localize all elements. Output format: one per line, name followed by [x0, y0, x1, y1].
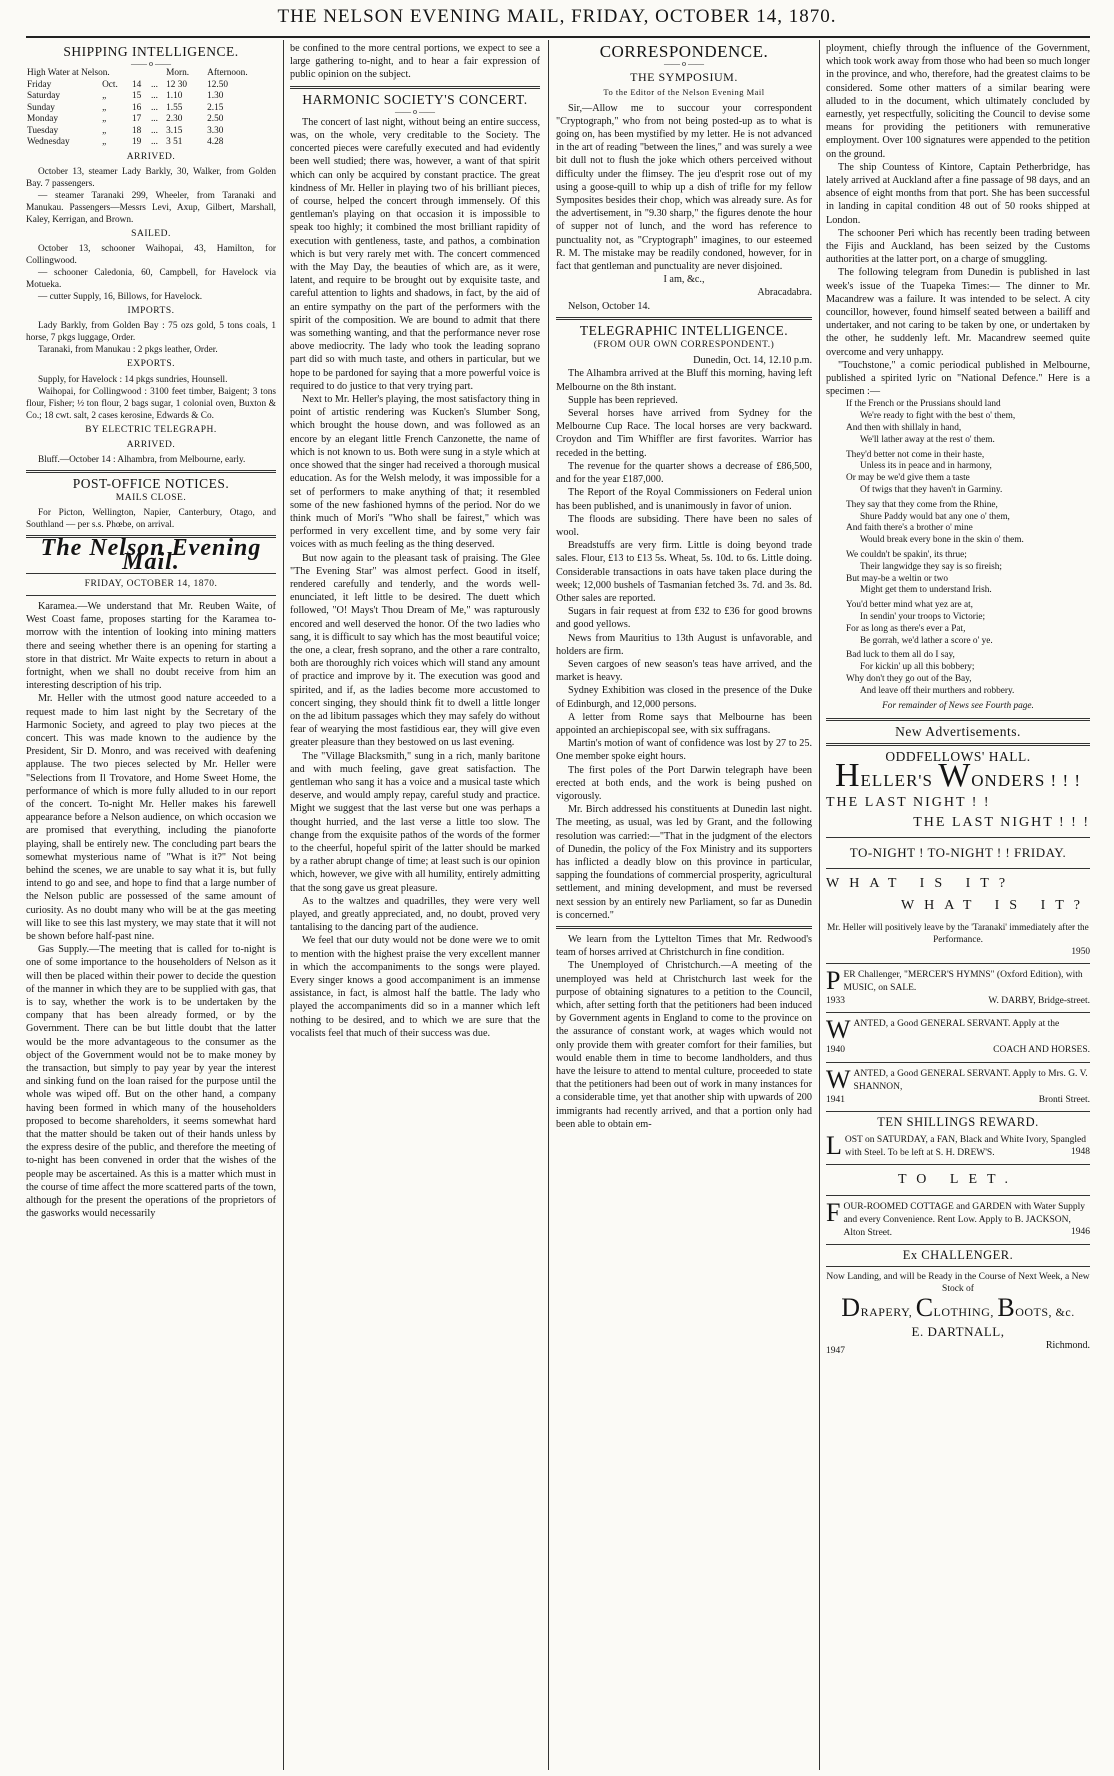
tide-dots: ... — [150, 79, 158, 90]
poem-stanza — [846, 550, 1090, 597]
lost-fan-ad — [826, 1133, 1090, 1160]
article-paragraph: But now again to the pleasant task of praising. The Glee "The Evening Star" was almost perfect. Good in itself, rendered carefully and tenderly, and the words well-enunciated, it left little to be desired. The duett which followed, "O! Mays't Thou Dream of Me," was rapturously encored and well deserved the honor. Of the two ladies who sang, it is difficult to say which has the most beautiful voice; the one, a clear, fresh soprano, and the other a rare contralto, both are thoroughly rich voices which will stand any amount of practice and improve by it. The execution was good and spirited, and if, as the ladies become more accustomed to concert singing, they should think fit to dwell a little longer on the ad libitum passages which they may safely do without fear of wearying the most fastidious ear, they will give even greater pleasure than they bestowed on us last evening. — [290, 552, 540, 749]
tide-month: „ — [102, 125, 107, 136]
telegram: A letter from Rome says that Melbourne has been appointed an archiepiscopal see, with six suffragans. — [556, 711, 812, 736]
dropcap: W — [826, 1064, 851, 1094]
arrived-heading: ARRIVED. — [126, 151, 176, 162]
poem-line: Bad luck to them all do I say, — [846, 650, 955, 661]
dropcap: W — [938, 756, 972, 794]
poem-line: We're ready to fight with the best o' them, — [860, 411, 1016, 422]
poem-line: We'll lather away at the rest o' them. — [860, 434, 995, 445]
tide-date: 14 — [131, 79, 142, 90]
cottage-ad — [826, 1200, 1090, 1240]
new-ads-heading: New Advertisements. — [895, 724, 1021, 740]
mails-close-heading: MAILS CLOSE. — [115, 493, 187, 504]
tide-afternoon: 2.15 — [207, 102, 224, 113]
editor-line: To the Editor of the Nelson Evening Mail — [603, 87, 765, 98]
wanted-servant-ad-1 — [826, 1017, 1090, 1057]
section-rule — [826, 1195, 1090, 1196]
column-2 — [290, 42, 540, 1770]
section-rule — [826, 963, 1090, 964]
article-paragraph: The Unemployed of Christchurch.—A meeting of the unemployed was held at Christchurch last week for the purpose of obtaining signatures to a petition to the Council, which, after setting forth that the petitioners had been induced by Government agents in England to come to the province on the assurance of constant work, at wages which would not only provide them with greater comfort for their families, but would enable them in time to become landholders, and thus have the leisure to attend to mental culture, proceeded to state that the petitioners had been out of work in many instances for a considerable time, yet that another ship with upwards of 200 immigrants had recently arrived, and that a portion only had been able to obtain em- — [556, 960, 812, 1130]
poem-line: But may-be a weltin or two — [846, 573, 948, 584]
poem-line: Of twigs that they haven't in Garminy. — [860, 485, 1003, 496]
post-office-heading: POST-OFFICE NOTICES. — [72, 475, 230, 491]
ornament: —— o —— — [664, 59, 704, 69]
poem-line: Why don't they go out of the Bay, — [846, 674, 972, 685]
section-rule — [826, 743, 1090, 746]
ad-advertiser: W. DARBY, Bridge-street. — [988, 996, 1090, 1007]
tide-month: „ — [102, 137, 107, 148]
article-paragraph: We learn from the Lyttelton Times that Mr. Redwood's team of horses arrived at Christchurch in fine condition. — [556, 934, 812, 959]
column-rule — [819, 40, 820, 1770]
article-paragraph: Karamea.—We understand that Mr. Reuben Waite, of West Coast fame, proposes starting for the Karamea to-morrow with the intention of looking into mining matters there and seeing whether there is an opening for starting a store in that district. Mr Waite expects to return in about a fortnight, when we shall no doubt receive from him an interesting description of his trip. — [26, 600, 276, 692]
tide-month: „ — [102, 91, 107, 102]
poem-line: They'd better not come in their haste, — [846, 449, 985, 460]
poem-line: For as long as there's ever a Pat, — [846, 623, 966, 634]
dropcap: L — [826, 1131, 842, 1161]
imports-heading: IMPORTS. — [127, 306, 175, 317]
poem-line: For kickin' up all this bobbery; — [860, 662, 975, 673]
poem-line: They say that they come from the Rhine, — [846, 499, 998, 510]
shipping-entry: — steamer Taranaki 299, Wheeler, from Taranaki and Manukau. Passengers—Messrs Levi, Axup, Gilbert, Marshall, Kaley, Kerrigan, and Brown. — [26, 190, 276, 225]
section-rule — [826, 1012, 1090, 1013]
dropcap: D — [841, 1292, 861, 1322]
poem-stanza — [846, 450, 1090, 497]
shipping-entry: Taranaki, from Manukau : 2 pkgs leather, Order. — [38, 345, 218, 356]
dropcap: P — [826, 966, 841, 996]
tide-morn: 3 51 — [166, 137, 183, 148]
ornament: —— o —— — [131, 59, 171, 69]
tide-row — [26, 137, 276, 149]
article-paragraph: Next to Mr. Heller's playing, the most satisfactory thing in point of artistic rendering was Kucken's Slumber Song, which brought the house down, and was followed as an encore by an elegant little French Canzonette, the name of which is not known to us. Both were sung in a style which at once showed that the singer had received a thorough musical education. As for the Welsh melody, it was impossible for a set of performers to make anything of that; it resembled some of the new fashioned hymns of the period. Nor do we think much of Mori's "Who shall be fairest," which was performed in very excellent time, and by some very fair voices with as much feeling as the thing deserved. — [290, 394, 540, 551]
tide-date: 16 — [131, 102, 142, 113]
ad-location: Richmond. — [1045, 1340, 1090, 1352]
ad-number: 1933 — [826, 996, 845, 1007]
wanted-servant-ad-2 — [826, 1064, 1090, 1107]
shipping-entry: Bluff.—October 14 : Alhambra, from Melbourne, early. — [38, 454, 246, 465]
tide-row — [26, 103, 276, 115]
article-paragraph: Mr. Heller with the utmost good nature acceeded to a request made to him last night by the Secretary of the Harmonic Society, and agreed to play two pieces at the concert. This was made known to the audience by the President, Sir D. Monro, and was received with deafening applause. The two pieces selected by Mr. Heller were "Selections from Il Trovatore, and Home Sweet Home, the performance of which is more fully alluded to in our report of the concert. To-night Mr. Heller makes his farewell appearance before a Nelson audience, on which occasion we are promised that everything, including the pianoforte playing, shall be entirely new. The concluding part bears the somewhat mysterious name of "What is it?" Not being behind the scenes, we are unable to say what it is, but fully intend to go and see, and hope to find that a large number of the Nelson public are possessed of the same amount of curiosity. As no doubt many who will be at the gas meeting will like to see this last mystery, we may state that it will not be shown before half-past nine. — [26, 693, 276, 943]
telegraphic-subheading: (FROM OUR OWN CORRESPONDENT.) — [593, 340, 775, 351]
poem-line: In sendin' your troops to Victorie; — [860, 612, 986, 623]
shipping-entry: October 13, steamer Lady Barkly, 30, Walker, from Golden Bay. 7 passengers. — [26, 166, 276, 189]
tide-dots: ... — [150, 137, 158, 148]
tide-day: Monday — [27, 114, 58, 125]
dropcap: F — [826, 1198, 841, 1228]
tide-row — [26, 80, 276, 92]
section-rule — [826, 1164, 1090, 1165]
column-rule — [283, 40, 284, 1770]
ex-challenger-heading: Ex CHALLENGER. — [902, 1247, 1014, 1262]
last-night-1: THE LAST NIGHT ! ! — [826, 795, 991, 811]
telegraphic-heading: TELEGRAPHIC INTELLIGENCE. — [579, 322, 789, 338]
tide-date: 19 — [131, 137, 142, 148]
tide-morn: 3.15 — [166, 125, 183, 136]
what-is-it-1: WHAT IS IT? — [826, 876, 1016, 892]
shipping-entry: Supply, for Havelock : 14 pkgs sundries, Hounsell. — [38, 374, 228, 385]
oddfellows-heading: ODDFELLOWS' HALL. — [885, 748, 1031, 764]
ad-advertiser: Bronti Street. — [1038, 1094, 1090, 1105]
letter-signature: Abracadabra. — [757, 287, 812, 299]
ad-number: 1948 — [1071, 1147, 1090, 1158]
article-paragraph: We feel that our duty would not be done were we to omit to mention with the highest praise the very excellent manner in which the accompaniments to the songs were played. Every singer knows a good accompaniment is an immense assistance, in fact, is almost half the battle. The lady who played the accompaniments did so in a manner which left nothing to be desired, and to which we are sure that the vocalists feel that much of their success was due. — [290, 935, 540, 1039]
harmonic-heading: HARMONIC SOCIETY'S CONCERT. — [302, 91, 528, 107]
tide-row — [26, 126, 276, 138]
article-paragraph: The following telegram from Dunedin is published in last week's issue of the Tuapeka Times:— The dinner to Mr. Macandrew was a failure. It was intended to be select. A city councillor, however, found himself seated between a bailiff and undertaker, and not caring to be taken by one, or undertaken by the other, he suddenly left. Mr. Macandrew seemed quite overcome and very unhappy. — [826, 267, 1090, 358]
exports-heading: EXPORTS. — [126, 359, 176, 370]
poem-stanza — [846, 600, 1090, 647]
ad-text: ER Challenger, "MERCER'S HYMNS" (Oxford Edition), with MUSIC, on SALE. — [843, 970, 1083, 994]
telegram: The revenue for the quarter shows a decrease of £86,500, and for the year £187,000. — [556, 460, 812, 486]
ornament: —— o —— — [395, 106, 435, 116]
heller-note: Mr. Heller will positively leave by the 'Taranaki' immediately after the Performance. — [827, 923, 1089, 945]
paper-title: The Nelson Evening Mail. — [40, 535, 262, 575]
tide-header-afternoon: Afternoon. — [207, 68, 248, 79]
ad-text: OUR-ROOMED COTTAGE and GARDEN with Water Supply and every Convenience. Rent Low. Apply to B. JACKSON, Alton Street. — [843, 1202, 1086, 1239]
section-rule — [826, 1111, 1090, 1112]
dropcap: B — [997, 1292, 1016, 1322]
tide-date: 18 — [131, 125, 142, 136]
tide-month: Oct. — [102, 79, 118, 90]
ad-text: ANTED, a Good GENERAL SERVANT. Apply at the — [853, 1019, 1060, 1030]
tide-header-row — [26, 68, 276, 80]
column-4 — [826, 42, 1090, 1770]
poem-line: If the French or the Prussians should land — [846, 399, 1001, 410]
tide-dots: ... — [150, 102, 158, 113]
masthead-rule — [26, 36, 1090, 38]
shipping-entry: — cutter Supply, 16, Billows, for Havelock. — [38, 292, 203, 303]
article-paragraph: "Touchstone," a comic periodical published in Melbourne, published a spirited lyric on "National Defence." Here is a specimen :— — [826, 359, 1090, 398]
tide-date: 15 — [131, 91, 142, 102]
dartnall-footer — [826, 1339, 1090, 1357]
dartnall-name: E. DARTNALL, — [911, 1324, 1005, 1340]
poem-line: You'd better mind what yez are at, — [846, 600, 973, 611]
masthead: THE NELSON EVENING MAIL, FRIDAY, OCTOBER 14, 1870. — [277, 6, 837, 27]
date-line: FRIDAY, OCTOBER 14, 1870. — [84, 578, 218, 589]
poem-line: And faith there's a brother o' mine — [846, 523, 973, 534]
letter-signoff: I am, &c., — [663, 274, 705, 286]
tonight-line: TO-NIGHT ! TO-NIGHT ! ! FRIDAY. — [849, 845, 1067, 861]
tide-morn: 1.55 — [166, 102, 183, 113]
column-rule — [548, 40, 549, 1770]
ad-number: 1947 — [826, 1346, 845, 1357]
tide-dots: ... — [150, 114, 158, 125]
telegram: News from Mauritius to 13th August is unfavorable, and holders are firm. — [556, 632, 812, 657]
tide-dots: ... — [150, 125, 158, 136]
tide-day: Wednesday — [27, 137, 70, 148]
section-rule — [826, 1244, 1090, 1245]
tide-day: Friday — [27, 79, 52, 90]
correspondence-heading: CORRESPONDENCE. — [599, 42, 769, 61]
post-office-text: For Picton, Wellington, Napier, Canterbury, Otago, and Southland — per s.s. Phœbe, on arrival. — [26, 508, 276, 531]
reward-heading: TEN SHILLINGS REWARD. — [877, 1114, 1039, 1129]
ad-text: OST on SATURDAY, a FAN, Black and White Ivory, Spangled with Steel. To be left at S. H. DREW'S. — [844, 1135, 1086, 1159]
tide-dots: ... — [150, 91, 158, 102]
telegram: Sugars in fair request at from £32 to £36 for good browns and good yellows. — [556, 606, 812, 631]
tide-row — [26, 114, 276, 126]
tide-afternoon: 4.28 — [207, 137, 224, 148]
telegraphic-dateline: Dunedin, Oct. 14, 12.10 p.m. — [693, 355, 812, 367]
tide-month: „ — [102, 102, 107, 113]
last-night-2: THE LAST NIGHT ! ! ! — [913, 815, 1090, 831]
ad-word: OOTS, &c. — [1015, 1304, 1075, 1319]
section-rule — [826, 868, 1090, 869]
tide-afternoon: 3.30 — [207, 125, 224, 136]
telegram: Sydney Exhibition was closed in the presence of the Duke of Edinburgh, and 12,000 persons. — [556, 685, 812, 710]
title-part: ELLER'S — [860, 770, 933, 790]
shipping-heading: SHIPPING INTELLIGENCE. — [63, 44, 239, 59]
article-paragraph: ployment, chiefly through the influence of the Government, which took work away from those who had been so much longer in the province, and who, therefore, had the greatest claims to be considered. Some other matters of a similar bearing were alluded to in the document, which ultimately concluded by earnestly, yet respectfully, soliciting the Council to devise some means for providing the petitioners with remunerative employment. Over 100 signatures were appended to the petition on the ground. — [826, 43, 1090, 160]
article-paragraph: The schooner Peri which has recently been trading between the Fijis and Auckland, has been seized by the Customs authorities at the latter port, on a charge of smuggling. — [826, 227, 1090, 266]
tide-header-morn: Morn. — [166, 68, 190, 79]
to-let-heading: TO LET. — [897, 1172, 1019, 1188]
tide-day: Tuesday — [27, 125, 59, 136]
telegram: Martin's motion of want of confidence was lost by 27 to 25. One member spoke eight hours. — [556, 738, 812, 763]
dropcap: C — [915, 1292, 934, 1322]
section-rule — [26, 595, 276, 596]
letter-body: Sir,—Allow me to succour your correspondent "Cryptograph," who from not being posted-up as to what is going on, has been mystified by my letter. He is not advanced in the art of reading "between the lines," and was surely a wee bit dull not to flush the joke which others perceived without difficulty under the flimsey. The jeu d'esprit rose out of my using a goose-quill to whip up a dish of trifle for my fellow Symposites besides their chop, which was already sure. As for the advertisement, in "9.30 sharp," the figures denote the hour of supper not of lunch, and the word has reference to punctuality not, as "Cryptograph" imagines, to our esteemed R. M. The mistake may be readily condoned, however, for in fact that gentleman and punctuality are never disjoined. — [556, 102, 812, 273]
section-rule — [556, 317, 812, 320]
ad-word: RAPERY, — [860, 1304, 913, 1319]
tide-day: Sunday — [27, 102, 55, 113]
poem-note: For remainder of News see Fourth page. — [882, 700, 1034, 711]
poem-line: And then with shillaly in hand, — [846, 423, 962, 434]
telegram: Mr. Birch addressed his constituents at Dunedin last night. The meeting, as usual, was led by Grant, and the following resolution was carried:—"That in the judgment of the electors of Dunedin, the policy of the Fox Ministry and its supporters has inflicted a deadly blow on this province in particular, sapping the foundations of commercial prosperity, agricultural settlement, and mining development, and must be reversed next session by an entirely new Parliament, so far as Dunedin is concerned." — [556, 804, 812, 921]
tide-morn: 12 30 — [166, 79, 188, 90]
telegraph-heading: BY ELECTRIC TELEGRAPH. — [85, 424, 217, 435]
column-3 — [556, 42, 812, 1770]
ad-word: LOTHING, — [933, 1304, 994, 1319]
tide-morn: 2.30 — [166, 114, 183, 125]
section-rule — [26, 470, 276, 473]
ad-number: 1941 — [826, 1094, 845, 1105]
article-paragraph: be confined to the more central portions, we expect to see a large gathering to-night, and to hear a fair expression of public opinion on the subject. — [290, 43, 540, 81]
shipping-entry: Lady Barkly, from Golden Bay : 75 ozs gold, 5 tons coals, 1 horse, 7 pkgs luggage, Order. — [26, 321, 276, 344]
tide-day: Saturday — [27, 91, 61, 102]
challenger-hymns-ad — [826, 968, 1090, 1008]
telegraph-arrived-heading: ARRIVED. — [126, 439, 176, 450]
shipping-entry: — schooner Caledonia, 60, Campbell, for Havelock via Motueka. — [26, 268, 276, 291]
telegram: Breadstuffs are very firm. Little is doing beyond trade sales. Flour, £13 to £13 5s. Wheat, 5s. 10d. to 6s. Little doing. Considerable transactions in oats have taken place during the week; 12,000 bushels of Tasmanian fetched 3s. 7d. and 3s. 8d. Other sales are reported. — [556, 540, 812, 604]
poem-line: Unless its in peace and in harmony, — [860, 461, 992, 472]
poem-line: And leave off their murthers and robbery. — [860, 685, 1015, 696]
tide-table — [26, 68, 276, 149]
symposium-heading: THE SYMPOSIUM. — [630, 70, 738, 85]
telegram: The floods are subsiding. There have been no sales of wool. — [556, 513, 812, 538]
article-paragraph: The "Village Blacksmith," sung in a rich, manly baritone and with much feeling, gave great satisfaction. The gentleman who sang it has a voice and a musical taste which deserve, and would amply repay, careful study and practice. Might we suggest that the last verse but one was perhaps a thought hurried, and the last verse a little too slow. The change from the exquisite pathos of the words of the former to the cheerful, hopeful spirit of the latter should be marked by a rather abrupt change of time; at least such is our opinion which, however, we give with all humility, entirely admitting that the song gave us great pleasure. — [290, 750, 540, 894]
poem-stanza — [846, 399, 1090, 446]
shipping-entry: Waihopai, for Collingwood : 3100 feet timber, Baigent; 3 tons flour, Fisher; ½ ton flour, 2 bags sugar, 1 colonial oven, Buxton & Co.; 18 cwt. salt, 2 cases kerosine, Edwards & Co. — [26, 386, 276, 421]
section-rule — [826, 1062, 1090, 1063]
telegram: Supple has been reprieved. — [568, 394, 678, 406]
telegram: The Alhambra arrived at the Bluff this morning, having left Melbourne on the 8th instant. — [556, 368, 812, 393]
poem-line: Might get them to understand Irish. — [860, 585, 992, 596]
poem-line: Shure Paddy would bat any one o' them, — [860, 511, 1010, 522]
drapery-line — [826, 1292, 1090, 1322]
ad-text: ANTED, a Good GENERAL SERVANT. Apply to Mrs. G. V. SHANNON, — [853, 1068, 1088, 1092]
tide-afternoon: 12.50 — [207, 79, 229, 90]
what-is-it-2: WHAT IS IT? — [900, 898, 1090, 914]
tide-header-location: High Water at Nelson. — [27, 68, 110, 79]
sailed-heading: SAILED. — [131, 228, 171, 239]
ad-advertiser: COACH AND HORSES. — [993, 1045, 1090, 1056]
ad-number: 1940 — [826, 1045, 845, 1056]
dropcap: H — [834, 756, 861, 794]
poem-stanza — [846, 500, 1090, 547]
tide-row — [26, 91, 276, 103]
poem-line: Or may be we'd give them a taste — [846, 473, 970, 484]
poem-line: We couldn't be spakin', its thrue; — [846, 550, 967, 561]
poem-line: Be gorrah, we'd lather a score o' ye. — [860, 635, 993, 646]
tide-afternoon: 2.50 — [207, 114, 224, 125]
title-part: ONDERS ! ! ! — [971, 770, 1082, 790]
article-paragraph: The concert of last night, without being an entire success, was, on the whole, very creditable to the Society. The concerted pieces were carefully executed and had evidently been well studied; there was, however, a want of that spirit which can only be acquired by constant practice. The great kindness of Mr. Heller in playing two of his brilliant pieces, of course, helped the concert through immensely. Of this gentleman's playing on that occasion it is impossible to speak too highly; it combined the most brilliant rapidity of execution with gentleness, taste, and pathos, a combination which is but very rarely met with. The concert commenced with the May Day, the beauties of which are, as it were, latent, and require to be brought out by exquisite taste, and careful attention to lights and shadows, in fact, by the aid of an entire sympathy on the part of the performers with the spirit of the composition. We are bound to admit that there was something wanting, and that the performance never rose above mediocrity. The lady who took the leading soprano part did so with much taste, and others in particular, but we hope to be pardoned for saying that a more powerful voice is required to do justice to that very trying part. — [290, 116, 540, 392]
ex-challenger-text: Now Landing, and will be Ready in the Course of Next Week, a New Stock of — [826, 1271, 1090, 1294]
section-rule — [826, 837, 1090, 838]
tide-month: „ — [102, 114, 107, 125]
dropcap: W — [826, 1015, 851, 1045]
section-rule — [826, 718, 1090, 721]
tide-morn: 1.10 — [166, 91, 183, 102]
article-paragraph: As to the waltzes and quadrilles, they were very well played, and greatly appreciated, and, no doubt, proved very tantalising to the dancing part of the audience. — [290, 895, 540, 934]
shipping-entry: October 13, schooner Waihopai, 43, Hamilton, for Collingwood. — [26, 244, 276, 267]
ad-number: 1946 — [1071, 1227, 1090, 1238]
article-paragraph: Gas Supply.—The meeting that is called for to-night is one of some importance to the householders of Nelson as it will then be placed within their power to decide the question of the manner in which they are to be supplied with gas, that is to say, whether the work is to be undertaken by the company that has been already formed, or by the Government. There can be but little doubt that the latter would be the more advantageous to the consumer as the object of the Government would not be to make money by the transaction, but simply to pay year by year the interest and sinking fund on the loan raised for the purpose until the whole was wiped off. But on the other hand, a company having been formed in which many of the householders proposed to become shareholders, it seems somewhat hard that the matter should be taken out of their hands unless by the express desire of the public, and therefore the meeting of to-night has been convened in order that the wishes of the people may be ascertained. As this is a matter which must in the course of time affect the more scattered parts of the town, although for the present the operations of the proprietors of the gasworks would necessarily — [26, 944, 276, 1220]
tide-afternoon: 1.30 — [207, 91, 224, 102]
poem-line: Their langwidge they say is so fireish; — [860, 561, 1003, 572]
ad-number: 1950 — [1071, 947, 1090, 958]
telegram: Seven cargoes of new season's teas have arrived, and the market is heavy. — [556, 658, 812, 684]
section-rule — [826, 1266, 1090, 1267]
telegram: The first poles of the Port Darwin telegraph have been erected at both ends, and the work is being pushed on vigorously. — [556, 764, 812, 802]
article-paragraph: The ship Countess of Kintore, Captain Petherbridge, has lately arrived at Auckland after a fine passage of 98 days, and an absence of eight months from that port. She has been successful in landing in capital condition 48 out of 50 rooks shipped at London. — [826, 161, 1090, 226]
poem — [846, 399, 1090, 712]
poem-stanza — [846, 650, 1090, 697]
tide-date: 17 — [131, 114, 142, 125]
letter-place: Nelson, October 14. — [568, 300, 651, 312]
poem-line: Would break every bone in the skin o' them. — [860, 535, 1024, 546]
telegram: Several horses have arrived from Sydney for the Melbourne Cup Race. The local horses are very backward. Croydon and Tim Whiffler are first favorites. Warrior has receded in the betting. — [556, 408, 812, 459]
telegram: The Report of the Royal Commissioners on Federal union has been published, and is unanimously in favor of union. — [556, 487, 812, 512]
section-rule — [556, 926, 812, 929]
section-rule — [290, 86, 540, 89]
column-1 — [26, 42, 276, 1770]
